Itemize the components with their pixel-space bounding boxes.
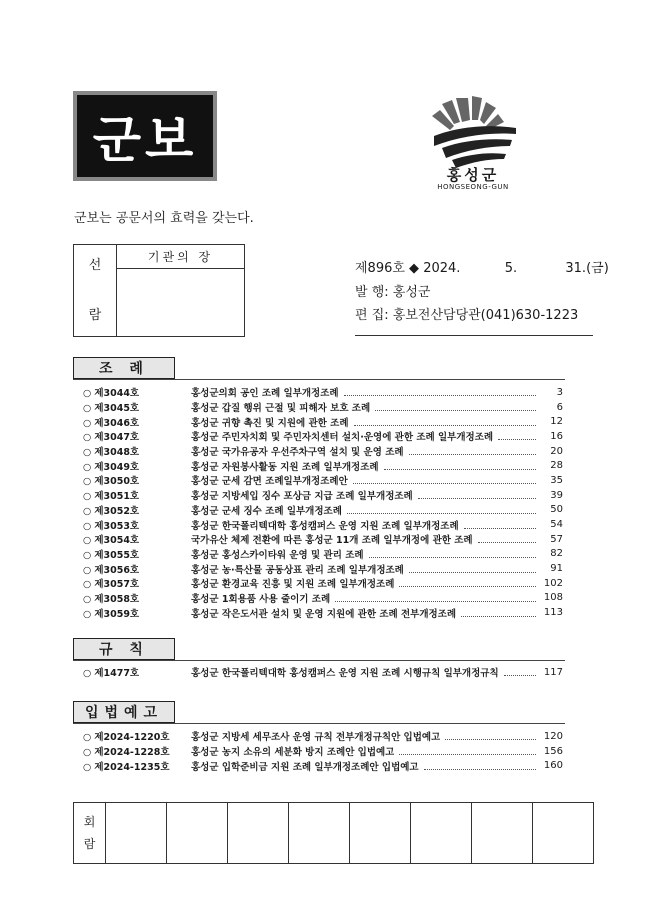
circulation-cell (167, 803, 228, 864)
masthead-title-box (73, 91, 217, 181)
entry-page: 160 (543, 760, 563, 772)
publisher-row (355, 281, 609, 305)
leader-dots (354, 418, 537, 426)
entry-page: 35 (550, 474, 563, 486)
leader-dots (504, 668, 536, 676)
leader-dots (375, 403, 536, 411)
section-rule-rules (73, 660, 565, 661)
entry-page: 54 (550, 519, 563, 531)
entry-number: ○ 제3046호 (83, 415, 191, 429)
leader-dots (424, 762, 536, 770)
section-rule-notices (73, 723, 565, 724)
issue-info (355, 257, 609, 328)
leader-dots (384, 462, 536, 470)
rule-list (83, 665, 563, 680)
entry-page: 113 (543, 607, 563, 619)
logo-name: 홍성군 (446, 166, 500, 184)
entry-page: 91 (550, 563, 563, 575)
leader-dots (335, 594, 536, 602)
entry-number: ○ 제3052호 (83, 503, 191, 517)
publisher-label: 발 행: (355, 284, 389, 300)
issue-month: 5. (504, 261, 518, 276)
circulation-cell (289, 803, 350, 864)
entry-page: 16 (550, 430, 563, 442)
editor: 홍보전산담당관(041)630-1223 (392, 308, 579, 323)
leader-dots (344, 388, 536, 396)
masthead-title: 군보 (92, 111, 198, 169)
leader-dots (464, 521, 536, 529)
leader-dots (399, 747, 536, 755)
entry-number: ○ 제3053호 (83, 518, 191, 532)
approval-box (73, 244, 245, 337)
section-heading-notices: 입법예고 (73, 701, 175, 723)
circulation-box (73, 802, 594, 864)
leader-dots (347, 506, 536, 514)
approval-head: 기관의 장 (117, 245, 245, 269)
entry-title: 국가유산 체제 전환에 따른 홍성군 11개 조례 일부개정에 관한 조례 (191, 535, 473, 547)
leader-dots (498, 432, 536, 440)
entry-page: 20 (550, 445, 563, 457)
toc-entry (83, 532, 563, 547)
logo-subtitle: HONGSEONG-GUN (437, 183, 509, 191)
circulation-cell (106, 803, 167, 864)
notice-list (83, 729, 563, 773)
entry-title: 홍성군 농·특산물 공동상표 관리 조례 일부개정조례 (191, 564, 404, 576)
ordinance-list (83, 385, 563, 620)
entry-number: ○ 제1477호 (83, 665, 191, 679)
entry-page: 82 (550, 548, 563, 560)
entry-number: ○ 제3054호 (83, 532, 191, 546)
toc-entry (83, 458, 563, 473)
circulation-label-bottom: 람 (83, 837, 96, 851)
toc-entry (83, 591, 563, 606)
toc-entry (83, 605, 563, 620)
entry-number: ○ 제3045호 (83, 400, 191, 414)
toc-entry (83, 444, 563, 459)
circulation-label (74, 803, 106, 864)
entry-number: ○ 제3055호 (83, 547, 191, 561)
entry-number: ○ 제3049호 (83, 459, 191, 473)
entry-number: ○ 제3051호 (83, 488, 191, 502)
entry-page: 120 (543, 730, 563, 742)
editor-row (355, 304, 609, 328)
circulation-cell (411, 803, 472, 864)
entry-page: 108 (543, 592, 563, 604)
leader-dots (409, 447, 536, 455)
circulation-cell (350, 803, 411, 864)
entry-number: ○ 제3059호 (83, 606, 191, 620)
leader-dots (353, 476, 536, 484)
toc-entry (83, 729, 563, 744)
entry-page: 6 (556, 401, 563, 413)
entry-title: 홍성군 1회용품 사용 줄이기 조례 (191, 593, 331, 605)
entry-title: 홍성군 지방세 세무조사 운영 규칙 전부개정규칙안 입법예고 (191, 732, 441, 744)
toc-entry (83, 503, 563, 518)
leader-dots (409, 565, 536, 573)
entry-number: ○ 제3057호 (83, 576, 191, 590)
toc-entry (83, 561, 563, 576)
circulation-cell (533, 803, 594, 864)
entry-title: 홍성군 국가유공자 우선주차구역 설치 및 운영 조례 (191, 447, 404, 459)
entry-page: 57 (550, 533, 563, 545)
leader-dots (478, 535, 536, 543)
entry-number: ○ 제3050호 (83, 473, 191, 487)
toc-entry (83, 488, 563, 503)
publisher: 홍성군 (392, 284, 431, 300)
circulation-cell (228, 803, 289, 864)
entry-title: 홍성군의회 공인 조례 일부개정조례 (191, 388, 339, 400)
toc-entry (83, 547, 563, 562)
entry-title: 홍성군 군세 감면 조례일부개정조례안 (191, 476, 348, 488)
entry-title: 홍성군 홍성스카이타워 운영 및 관리 조례 (191, 549, 364, 561)
toc-entry (83, 400, 563, 415)
entry-page: 28 (550, 460, 563, 472)
entry-number: ○ 제3044호 (83, 385, 191, 399)
entry-page: 3 (556, 386, 563, 398)
tagline: 군보는 공문서의 효력을 갖는다. (74, 211, 254, 226)
entry-page: 117 (543, 666, 563, 678)
entry-number: ○ 제2024-1228호 (83, 744, 191, 758)
issue-number: 제896호 ◆ 2024. (355, 261, 461, 276)
toc-entry (83, 414, 563, 429)
entry-number: ○ 제3058호 (83, 591, 191, 605)
toc-entry (83, 429, 563, 444)
leader-dots (369, 550, 536, 558)
entry-title: 홍성군 입학준비금 지원 조례 일부개정조례안 입법예고 (191, 761, 419, 773)
toc-entry (83, 517, 563, 532)
entry-page: 156 (543, 745, 563, 757)
toc-entry (83, 576, 563, 591)
editor-label: 편 집: (355, 308, 389, 323)
entry-page: 50 (550, 504, 563, 516)
approval-label-top: 선 (88, 257, 102, 273)
entry-title: 홍성군 작은도서관 설치 및 운영 지원에 관한 조례 전부개정조례 (191, 608, 457, 620)
toc-entry (83, 385, 563, 400)
entry-page: 12 (550, 416, 563, 428)
leader-dots (445, 732, 536, 740)
circulation-label-top: 회 (83, 815, 96, 829)
entry-number: ○ 제3047호 (83, 429, 191, 443)
approval-label (74, 245, 117, 337)
toc-entry (83, 473, 563, 488)
entry-title: 홍성군 환경교육 진흥 및 지원 조례 일부개정조례 (191, 579, 395, 591)
issue-number-row (355, 257, 609, 281)
entry-title: 홍성군 군세 징수 조례 일부개정조례 (191, 505, 342, 517)
entry-title: 홍성군 한국폴리텍대학 홍성캠퍼스 운영 지원 조례 일부개정조례 (191, 520, 459, 532)
circulation-cell (472, 803, 533, 864)
toc-entry (83, 758, 563, 773)
entry-page: 102 (543, 577, 563, 589)
section-heading-rules: 규 칙 (73, 638, 175, 660)
section-heading-ordinances: 조 례 (73, 357, 175, 379)
entry-number: ○ 제2024-1220호 (83, 729, 191, 743)
entry-title: 홍성군 자원봉사활동 지원 조례 일부개정조례 (191, 461, 379, 473)
entry-title: 홍성군 농지 소유의 세분화 방지 조례안 입법예고 (191, 747, 395, 759)
entry-number: ○ 제2024-1235호 (83, 759, 191, 773)
issue-divider (355, 335, 593, 336)
approval-label-bottom: 람 (88, 307, 102, 323)
leader-dots (399, 579, 536, 587)
entry-number: ○ 제3056호 (83, 562, 191, 576)
toc-entry (83, 665, 563, 680)
leader-dots (461, 609, 536, 617)
leader-dots (418, 491, 536, 499)
entry-page: 39 (550, 489, 563, 501)
entry-title: 홍성군 지방세입 징수 포상금 지급 조례 일부개정조례 (191, 491, 413, 503)
entry-title: 홍성군 귀향 촉진 및 지원에 관한 조례 (191, 417, 349, 429)
section-rule-ordinances (73, 379, 565, 380)
entry-title: 홍성군 갑질 행위 근절 및 피해자 보호 조례 (191, 403, 371, 415)
entry-number: ○ 제3048호 (83, 444, 191, 458)
approval-signature-cell (117, 269, 245, 337)
entry-title: 홍성군 한국폴리텍대학 홍성캠퍼스 운영 지원 조례 시행규칙 일부개정규칙 (191, 668, 499, 680)
issue-day: 31.(금) (565, 261, 609, 276)
entry-title: 홍성군 주민자치회 및 주민자치센터 설치·운영에 관한 조례 일부개정조례 (191, 432, 494, 444)
toc-entry (83, 744, 563, 759)
